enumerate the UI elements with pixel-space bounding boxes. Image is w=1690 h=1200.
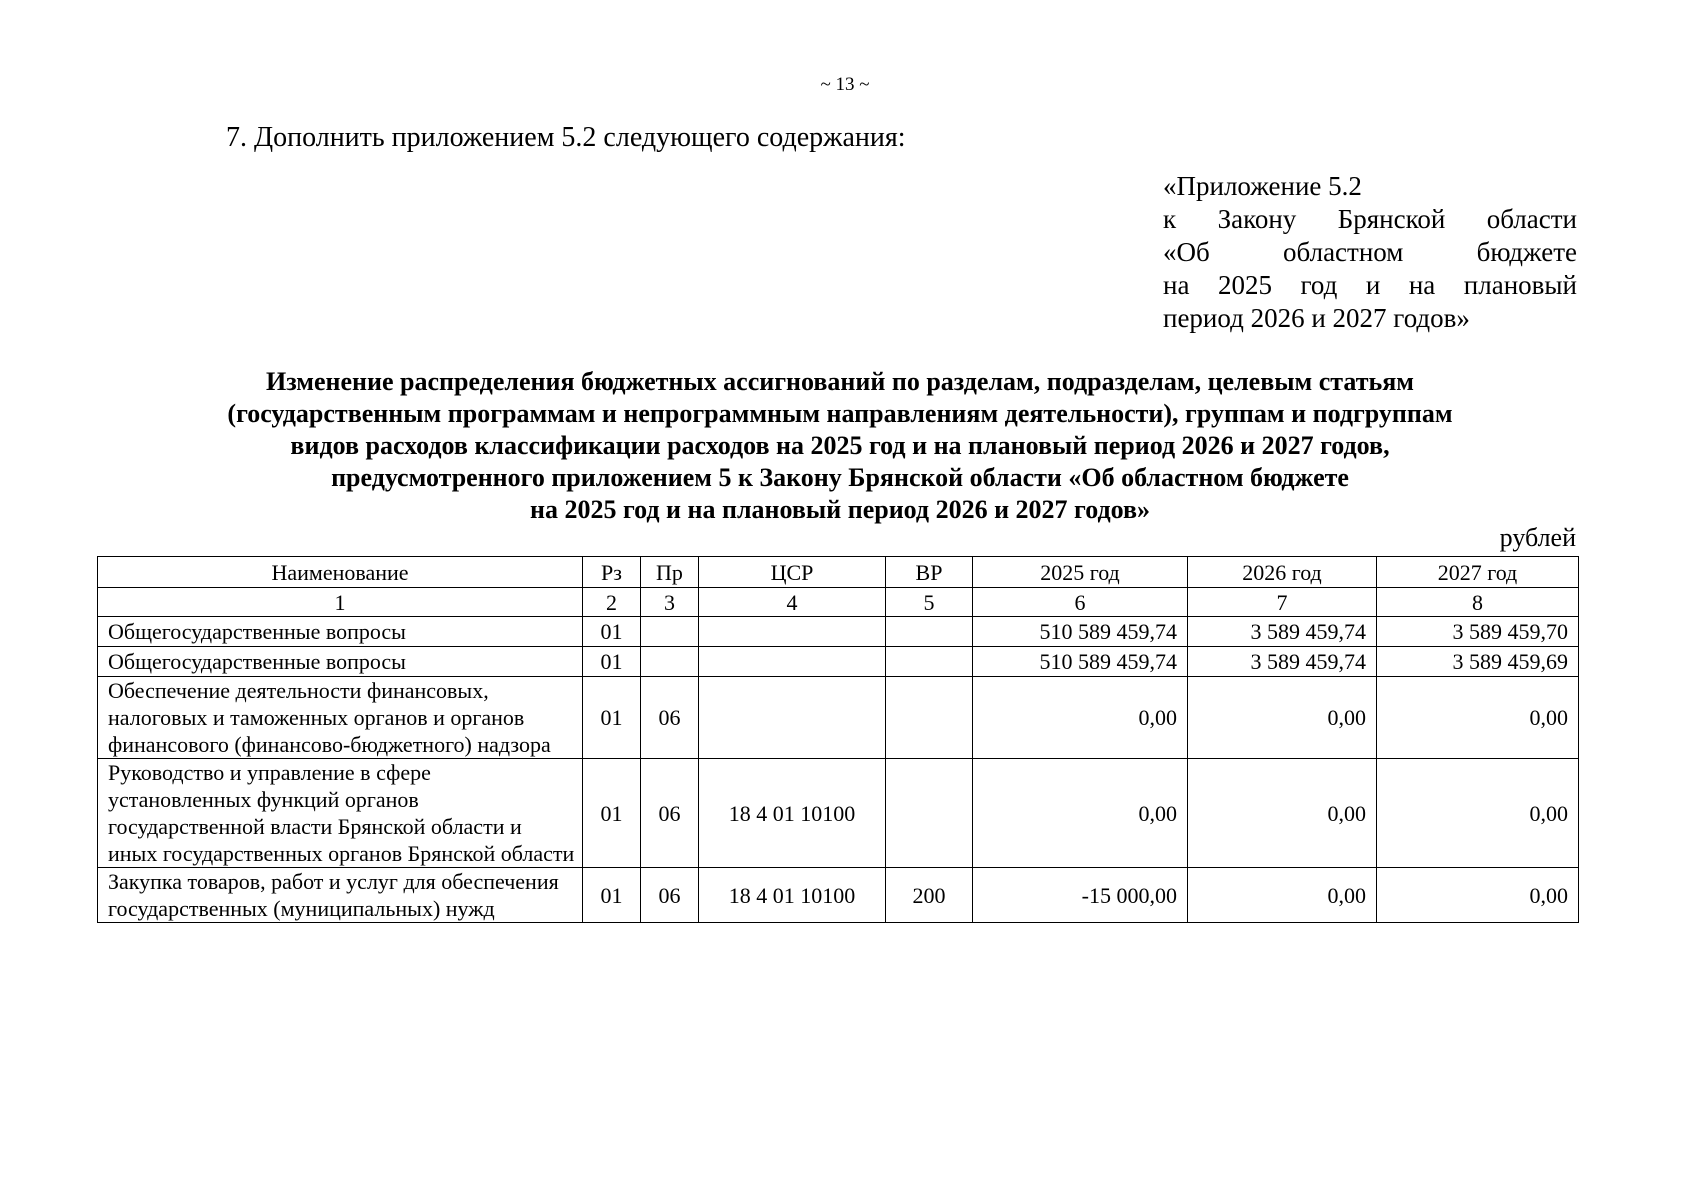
- col-number: 3: [641, 588, 699, 617]
- title-line-2: (государственным программам и непрограммным направлениям деятельности), группам и подгруппам: [227, 399, 1453, 428]
- row-pr: 06: [641, 677, 699, 759]
- row-2026: 0,00: [1188, 868, 1377, 923]
- row-2025: 510 589 459,74: [973, 647, 1188, 677]
- header-2027: 2027 год: [1377, 557, 1579, 588]
- units-label: рублей: [1499, 523, 1576, 552]
- table-row: [98, 647, 1579, 677]
- header-rz: Рз: [583, 557, 641, 588]
- row-name: Общегосударственные вопросы: [98, 647, 583, 677]
- title-line-4: предусмотренного приложением 5 к Закону Брянской области «Об областном бюджете: [331, 463, 1349, 492]
- row-vr: [886, 647, 973, 677]
- row-csr: [699, 617, 886, 647]
- table-row: [98, 677, 1579, 759]
- appendix-line-2: к Закону Брянской области: [1163, 204, 1577, 234]
- row-2025: -15 000,00: [973, 868, 1188, 923]
- row-vr: [886, 677, 973, 759]
- row-2026: 3 589 459,74: [1188, 647, 1377, 677]
- row-2027: 0,00: [1377, 759, 1579, 868]
- row-csr: [699, 647, 886, 677]
- row-2027: 0,00: [1377, 677, 1579, 759]
- col-number: 5: [886, 588, 973, 617]
- col-number: 7: [1188, 588, 1377, 617]
- header-vr: ВР: [886, 557, 973, 588]
- header-csr: ЦСР: [699, 557, 886, 588]
- col-number: 6: [973, 588, 1188, 617]
- row-rz: 01: [583, 868, 641, 923]
- row-name: Руководство и управление в сфере установленных функций органов государственной власти Брянской области и иных государственных органов Брянской области: [98, 759, 583, 868]
- row-2026: 0,00: [1188, 759, 1377, 868]
- table-header-row: [98, 557, 1579, 588]
- row-rz: 01: [583, 647, 641, 677]
- col-number: 8: [1377, 588, 1579, 617]
- intro-text: 7. Дополнить приложением 5.2 следующего содержания:: [226, 122, 906, 153]
- header-name: Наименование: [98, 557, 583, 588]
- row-name: Общегосударственные вопросы: [98, 617, 583, 647]
- row-pr: 06: [641, 759, 699, 868]
- header-2026: 2026 год: [1188, 557, 1377, 588]
- row-vr: [886, 759, 973, 868]
- table-row: [98, 868, 1579, 923]
- row-csr: 18 4 01 10100: [699, 868, 886, 923]
- row-rz: 01: [583, 677, 641, 759]
- budget-table: [97, 556, 1579, 923]
- table-row: [98, 759, 1579, 868]
- row-name: Закупка товаров, работ и услуг для обеспечения государственных (муниципальных) нужд: [98, 868, 583, 923]
- appendix-reference: [1163, 170, 1577, 335]
- row-pr: [641, 617, 699, 647]
- row-2026: 3 589 459,74: [1188, 617, 1377, 647]
- row-2025: 0,00: [973, 759, 1188, 868]
- col-number: 2: [583, 588, 641, 617]
- row-vr: 200: [886, 868, 973, 923]
- title-line-3: видов расходов классификации расходов на 2025 год и на плановый период 2026 и 2027 годов,: [290, 431, 1390, 460]
- row-2026: 0,00: [1188, 677, 1377, 759]
- row-pr: [641, 647, 699, 677]
- header-2025: 2025 год: [973, 557, 1188, 588]
- appendix-line-3: «Об областном бюджете: [1163, 237, 1577, 267]
- row-name: Обеспечение деятельности финансовых, налоговых и таможенных органов и органов финансового (финансово-бюджетного) надзора: [98, 677, 583, 759]
- row-csr: 18 4 01 10100: [699, 759, 886, 868]
- row-2027: 0,00: [1377, 868, 1579, 923]
- appendix-line-4: на 2025 год и на плановый: [1163, 270, 1577, 300]
- header-pr: Пр: [641, 557, 699, 588]
- table-row: [98, 617, 1579, 647]
- appendix-line-1: «Приложение 5.2: [1163, 171, 1362, 201]
- row-2027: 3 589 459,69: [1377, 647, 1579, 677]
- title-line-1: Изменение распределения бюджетных ассигнований по разделам, подразделам, целевым статьям: [265, 367, 1415, 396]
- row-2025: 510 589 459,74: [973, 617, 1188, 647]
- appendix-line-5: период 2026 и 2027 годов»: [1163, 303, 1470, 333]
- row-rz: 01: [583, 759, 641, 868]
- row-2027: 3 589 459,70: [1377, 617, 1579, 647]
- row-2025: 0,00: [973, 677, 1188, 759]
- row-rz: 01: [583, 617, 641, 647]
- document-title: [100, 366, 1580, 526]
- col-number: 1: [98, 588, 583, 617]
- row-csr: [699, 677, 886, 759]
- page-number: ~ 13 ~: [820, 74, 870, 95]
- col-number: 4: [699, 588, 886, 617]
- row-vr: [886, 617, 973, 647]
- row-pr: 06: [641, 868, 699, 923]
- title-line-5: на 2025 год и на плановый период 2026 и 2027 годов»: [529, 495, 1151, 524]
- column-number-row: [98, 588, 1579, 617]
